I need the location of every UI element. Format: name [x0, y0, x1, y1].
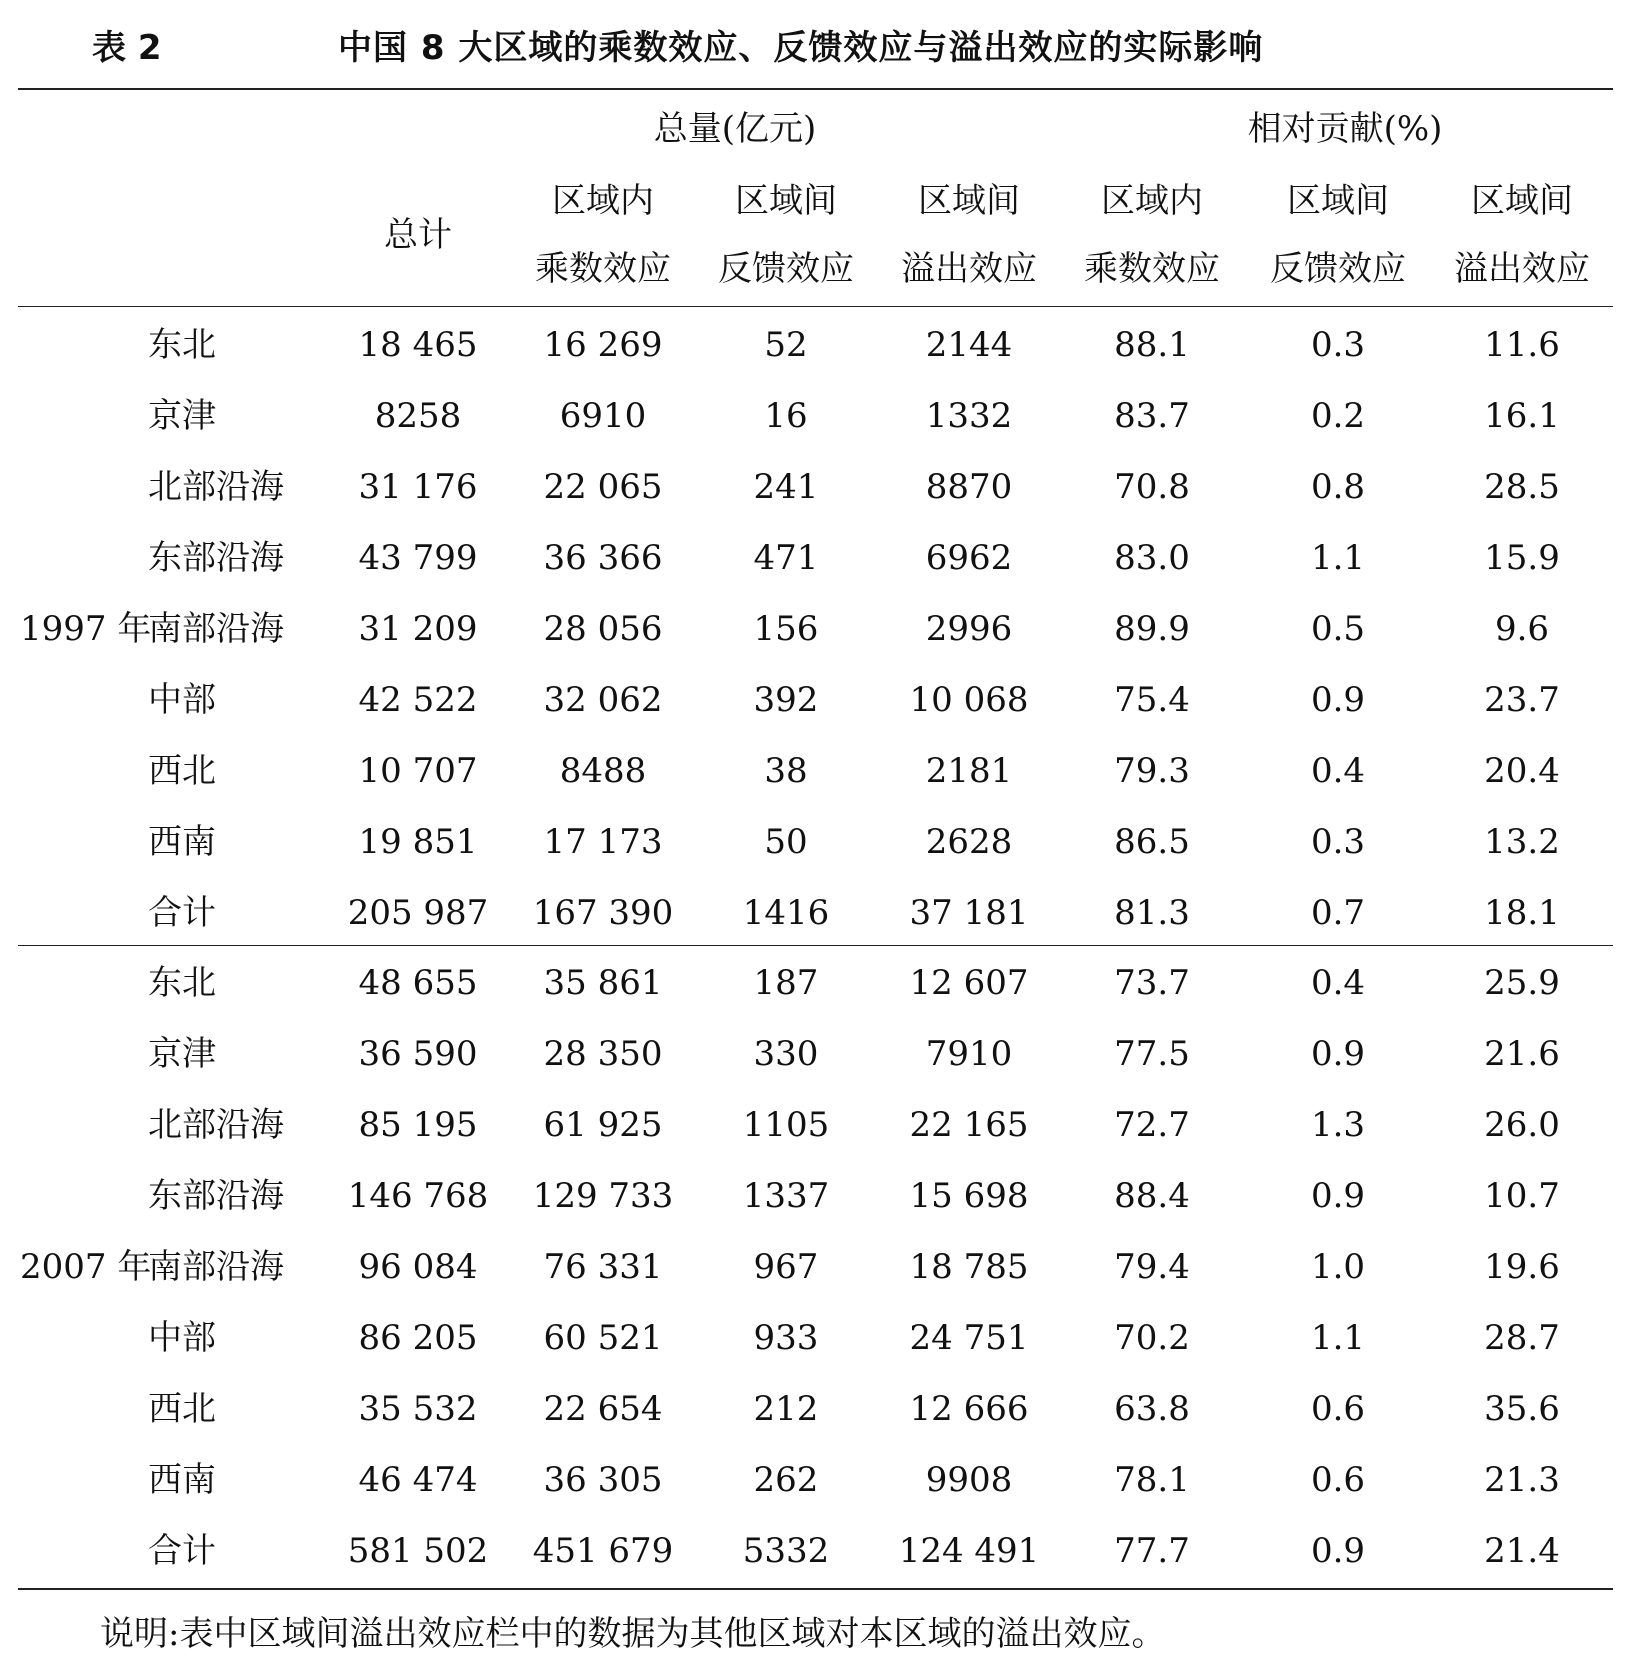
- table-row: [0, 1374, 1631, 1445]
- header-rule: [18, 306, 1613, 307]
- table-cell: 83.7: [1114, 396, 1190, 436]
- table-cell: 79.4: [1114, 1247, 1190, 1287]
- table-cell: 124 491: [898, 1531, 1040, 1571]
- table-row: [0, 1019, 1631, 1090]
- table-cell: 146 768: [347, 1176, 489, 1216]
- region-name: 合计: [148, 1531, 216, 1571]
- table-cell: 156: [753, 609, 819, 649]
- table-cell: 2628: [925, 822, 1013, 862]
- table-cell: 13.2: [1484, 822, 1560, 862]
- region-name: 合计: [148, 893, 216, 933]
- table-cell: 471: [753, 538, 819, 578]
- table-row: [0, 381, 1631, 452]
- table-cell: 70.8: [1114, 467, 1190, 507]
- table-cell: 31 209: [358, 609, 478, 649]
- column-header-line1: 区域间: [1471, 181, 1573, 221]
- table-cell: 167 390: [532, 893, 674, 933]
- table-cell: 28 350: [543, 1034, 663, 1074]
- table-cell: 392: [753, 680, 819, 720]
- table-cell: 1.1: [1310, 1318, 1366, 1358]
- table-cell: 0.8: [1310, 467, 1366, 507]
- region-name: 京津: [148, 1034, 216, 1074]
- table-row: [0, 1516, 1631, 1587]
- table-cell: 0.9: [1310, 1034, 1366, 1074]
- table-cell: 1.3: [1310, 1105, 1366, 1145]
- table-cell: 967: [753, 1247, 819, 1287]
- table-cell: 26.0: [1484, 1105, 1560, 1145]
- table-cell: 36 305: [543, 1460, 663, 1500]
- table-cell: 0.9: [1310, 680, 1366, 720]
- table-cell: 581 502: [347, 1531, 489, 1571]
- table-cell: 89.9: [1114, 609, 1190, 649]
- region-name: 南部沿海: [148, 609, 284, 649]
- table-cell: 81.3: [1114, 893, 1190, 933]
- table-cell: 9908: [925, 1460, 1013, 1500]
- table-cell: 50: [764, 822, 808, 862]
- table-cell: 15.9: [1484, 538, 1560, 578]
- table-cell: 19 851: [358, 822, 478, 862]
- region-name: 京津: [148, 396, 216, 436]
- table-cell: 129 733: [532, 1176, 674, 1216]
- table-cell: 88.4: [1114, 1176, 1190, 1216]
- region-name: 西北: [148, 1389, 216, 1429]
- table-row: [0, 1303, 1631, 1374]
- table-cell: 35 532: [358, 1389, 478, 1429]
- table-cell: 96 084: [358, 1247, 478, 1287]
- region-name: 西南: [148, 1460, 216, 1500]
- table-cell: 16.1: [1484, 396, 1560, 436]
- table-cell: 0.9: [1310, 1531, 1366, 1571]
- table-cell: 10.7: [1484, 1176, 1560, 1216]
- table-cell: 42 522: [358, 680, 478, 720]
- table-cell: 241: [753, 467, 819, 507]
- table-cell: 933: [753, 1318, 819, 1358]
- section-divider: [18, 945, 1613, 946]
- table-cell: 212: [753, 1389, 819, 1429]
- table-cell: 77.5: [1114, 1034, 1190, 1074]
- table-cell: 77.7: [1114, 1531, 1190, 1571]
- table-caption: [0, 18, 1631, 78]
- year-label: 1997 年: [20, 609, 152, 649]
- table-cell: 2181: [925, 751, 1013, 791]
- region-name: 西北: [148, 751, 216, 791]
- table-cell: 12 607: [909, 963, 1029, 1003]
- region-name: 东北: [148, 963, 216, 1003]
- table-cell: 451 679: [532, 1531, 674, 1571]
- table-cell: 37 181: [909, 893, 1029, 933]
- table-cell: 21.6: [1484, 1034, 1560, 1074]
- table-cell: 18 785: [909, 1247, 1029, 1287]
- table-cell: 9.6: [1494, 609, 1550, 649]
- table-cell: 1332: [925, 396, 1013, 436]
- table-row: [0, 1445, 1631, 1516]
- region-name: 东北: [148, 325, 216, 365]
- table-cell: 52: [764, 325, 808, 365]
- table-cell: 1.0: [1310, 1247, 1366, 1287]
- table-cell: 0.3: [1310, 822, 1366, 862]
- table-cell: 7910: [925, 1034, 1013, 1074]
- table-cell: 1.1: [1310, 538, 1366, 578]
- table-cell: 17 173: [543, 822, 663, 862]
- table-cell: 22 165: [909, 1105, 1029, 1145]
- table-cell: 79.3: [1114, 751, 1190, 791]
- table-cell: 61 925: [543, 1105, 663, 1145]
- table-cell: 63.8: [1114, 1389, 1190, 1429]
- table-cell: 1105: [742, 1105, 830, 1145]
- table-cell: 28.5: [1484, 467, 1560, 507]
- table-cell: 83.0: [1114, 538, 1190, 578]
- table-cell: 35 861: [543, 963, 663, 1003]
- column-header-line2: 反馈效应: [1270, 249, 1406, 289]
- table-cell: 15 698: [909, 1176, 1029, 1216]
- table-row: [0, 665, 1631, 736]
- table-row: [0, 523, 1631, 594]
- table-cell: 330: [753, 1034, 819, 1074]
- column-header-line2: 反馈效应: [718, 249, 854, 289]
- table-cell: 76 331: [543, 1247, 663, 1287]
- table-cell: 1416: [742, 893, 830, 933]
- table-cell: 21.4: [1484, 1531, 1560, 1571]
- table-title: 中国 8 大区域的乘数效应、反馈效应与溢出效应的实际影响: [338, 28, 1264, 68]
- top-rule: [18, 88, 1613, 90]
- table-cell: 23.7: [1484, 680, 1560, 720]
- table-cell: 0.7: [1310, 893, 1366, 933]
- column-header-line1: 区域间: [735, 181, 837, 221]
- year-label: 2007 年: [20, 1247, 152, 1287]
- table-cell: 205 987: [347, 893, 489, 933]
- region-name: 北部沿海: [148, 1105, 284, 1145]
- table-cell: 28.7: [1484, 1318, 1560, 1358]
- table-cell: 18 465: [358, 325, 478, 365]
- table-row: [0, 1232, 1631, 1303]
- table-cell: 85 195: [358, 1105, 478, 1145]
- region-name: 南部沿海: [148, 1247, 284, 1287]
- table-cell: 11.6: [1484, 325, 1560, 365]
- table-cell: 6910: [559, 396, 647, 436]
- region-name: 东部沿海: [148, 538, 284, 578]
- column-header-line1: 区域内: [1101, 181, 1203, 221]
- region-name: 北部沿海: [148, 467, 284, 507]
- table-cell: 20.4: [1484, 751, 1560, 791]
- table-cell: 21.3: [1484, 1460, 1560, 1500]
- table-cell: 43 799: [358, 538, 478, 578]
- table-cell: 8258: [374, 396, 462, 436]
- table-cell: 28 056: [543, 609, 663, 649]
- bottom-rule: [18, 1588, 1613, 1590]
- table-cell: 0.2: [1310, 396, 1366, 436]
- table-cell: 8870: [925, 467, 1013, 507]
- table-cell: 78.1: [1114, 1460, 1190, 1500]
- column-header-line1: 区域内: [552, 181, 654, 221]
- table-cell: 75.4: [1114, 680, 1190, 720]
- table-row: [0, 452, 1631, 523]
- table-note: 说明:表中区域间溢出效应栏中的数据为其他区域对本区域的溢出效应。: [100, 1614, 1166, 1654]
- table-cell: 22 654: [543, 1389, 663, 1429]
- region-name: 中部: [148, 1318, 216, 1358]
- column-header-line2: 乘数效应: [535, 249, 671, 289]
- table-cell: 16: [764, 396, 808, 436]
- table-cell: 6962: [925, 538, 1013, 578]
- table-cell: 73.7: [1114, 963, 1190, 1003]
- table-cell: 88.1: [1114, 325, 1190, 365]
- region-name: 中部: [148, 680, 216, 720]
- table-cell: 24 751: [909, 1318, 1029, 1358]
- table-cell: 1337: [742, 1176, 830, 1216]
- table-cell: 38: [764, 751, 808, 791]
- table-cell: 32 062: [543, 680, 663, 720]
- table-cell: 0.4: [1310, 963, 1366, 1003]
- table-row: [0, 594, 1631, 665]
- column-header-line2: 溢出效应: [901, 249, 1037, 289]
- table-cell: 70.2: [1114, 1318, 1190, 1358]
- table-cell: 10 068: [909, 680, 1029, 720]
- table-row: [0, 1090, 1631, 1161]
- column-header-total: 总计: [384, 215, 452, 255]
- table-cell: 0.6: [1310, 1460, 1366, 1500]
- table-cell: 25.9: [1484, 963, 1560, 1003]
- region-name: 西南: [148, 822, 216, 862]
- table-number: 表 2: [92, 28, 162, 68]
- table-row: [0, 948, 1631, 1019]
- table-cell: 22 065: [543, 467, 663, 507]
- table-cell: 12 666: [909, 1389, 1029, 1429]
- group-header-relative: 相对贡献(%): [1247, 109, 1443, 149]
- table-row: [0, 736, 1631, 807]
- table-cell: 35.6: [1484, 1389, 1560, 1429]
- table-cell: 0.4: [1310, 751, 1366, 791]
- column-header-line2: 溢出效应: [1454, 249, 1590, 289]
- table-cell: 16 269: [543, 325, 663, 365]
- table-cell: 18.1: [1484, 893, 1560, 933]
- table-row: [0, 310, 1631, 381]
- table-cell: 10 707: [358, 751, 478, 791]
- table-cell: 2144: [925, 325, 1013, 365]
- table-cell: 5332: [742, 1531, 830, 1571]
- table-row: [0, 807, 1631, 878]
- table-cell: 0.3: [1310, 325, 1366, 365]
- table-cell: 0.9: [1310, 1176, 1366, 1216]
- table-cell: 60 521: [543, 1318, 663, 1358]
- table-cell: 36 590: [358, 1034, 478, 1074]
- group-header-total: 总量(亿元): [653, 109, 817, 149]
- column-header-line1: 区域间: [1287, 181, 1389, 221]
- table-cell: 8488: [559, 751, 647, 791]
- table-cell: 46 474: [358, 1460, 478, 1500]
- table-cell: 262: [753, 1460, 819, 1500]
- table-cell: 0.6: [1310, 1389, 1366, 1429]
- table-row: [0, 1161, 1631, 1232]
- table-cell: 86.5: [1114, 822, 1190, 862]
- table-cell: 0.5: [1310, 609, 1366, 649]
- column-header-line1: 区域间: [918, 181, 1020, 221]
- table-row: [0, 878, 1631, 949]
- column-header-line2: 乘数效应: [1084, 249, 1220, 289]
- table-cell: 19.6: [1484, 1247, 1560, 1287]
- table-cell: 86 205: [358, 1318, 478, 1358]
- table-cell: 187: [753, 963, 819, 1003]
- region-name: 东部沿海: [148, 1176, 284, 1216]
- table-cell: 31 176: [358, 467, 478, 507]
- table-cell: 72.7: [1114, 1105, 1190, 1145]
- table-cell: 2996: [925, 609, 1013, 649]
- table-cell: 48 655: [358, 963, 478, 1003]
- table-cell: 36 366: [543, 538, 663, 578]
